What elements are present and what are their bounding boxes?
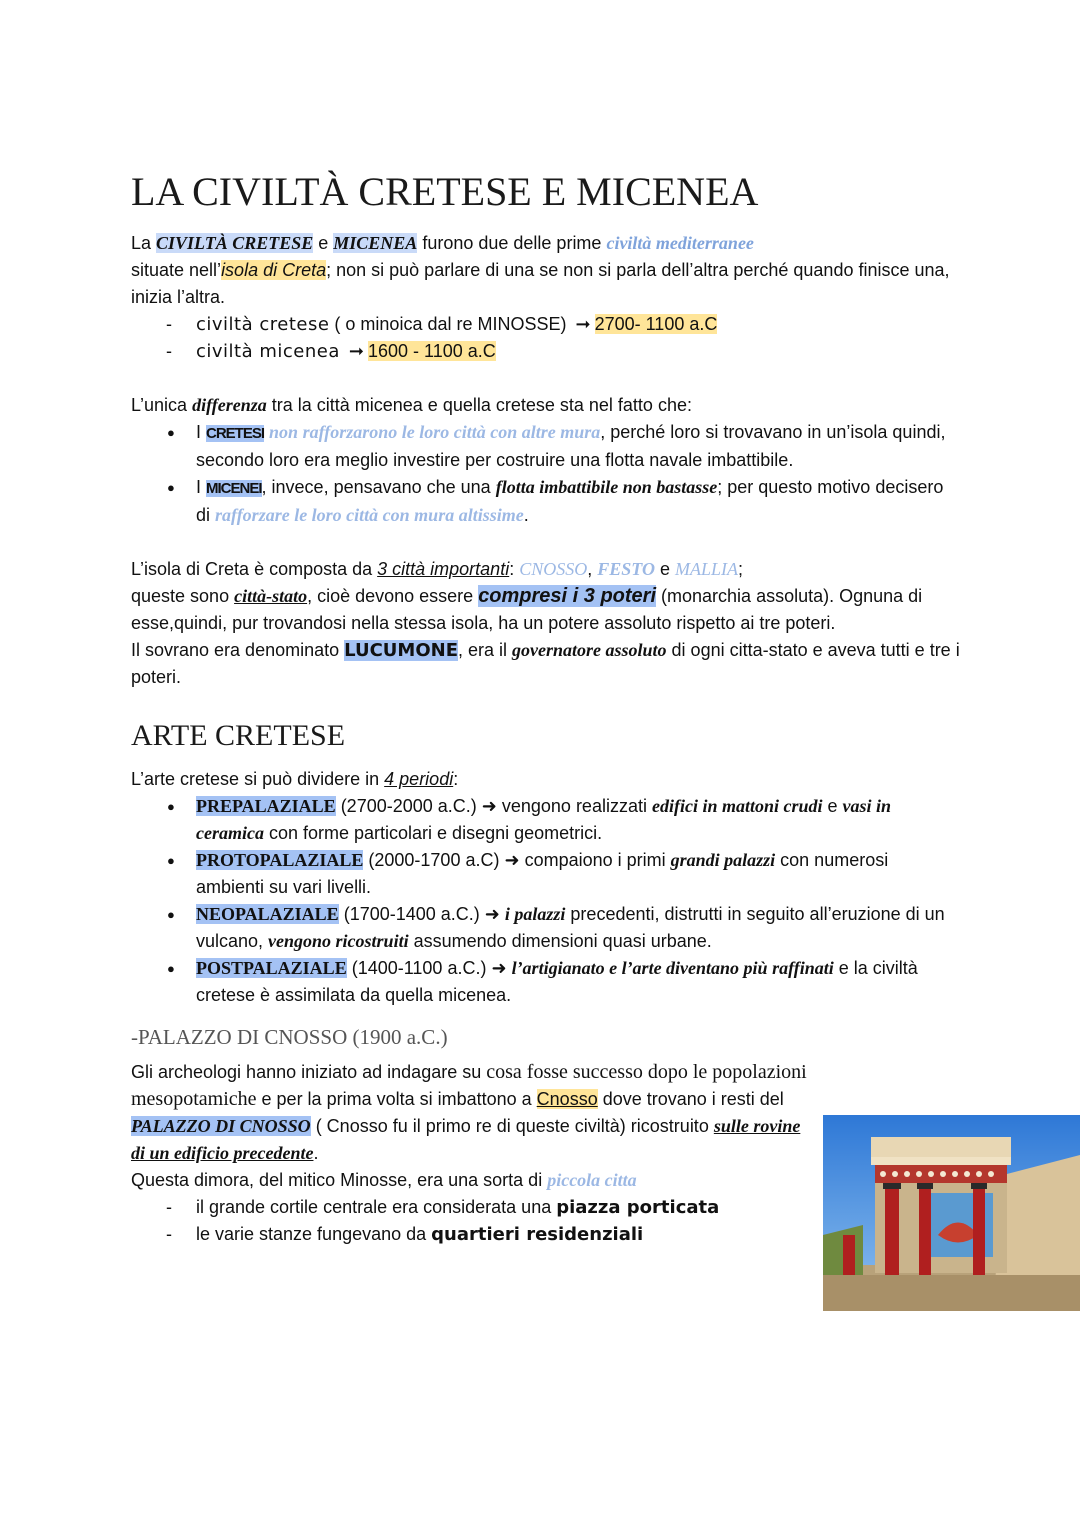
list-item: ● I CRETESI non rafforzarono le loro città con altre mura, perché loro si trovavano in un’isola quindi, secondo loro era meglio investire per costruire una flotta navale imbattibile. — [131, 419, 961, 474]
difference-paragraph: L’unica differenza tra la città micenea e quella cretese sta nel fatto che: — [131, 395, 692, 415]
arte-intro: L’arte cretese si può dividere in 4 periodi: — [131, 769, 459, 789]
section-title-palazzo: -PALAZZO DI CNOSSO (1900 a.C.) — [131, 1025, 448, 1049]
highlight-cnosso: Cnosso — [536, 1089, 598, 1109]
palazzo-cnosso-photo — [823, 1115, 1080, 1311]
arrow-icon: ➞ — [575, 314, 591, 334]
highlight-palazzo: PALAZZO DI CNOSSO — [131, 1116, 311, 1136]
cities-paragraph: L’isola di Creta è composta da 3 città importanti: CNOSSO, FESTO e MALLIA; queste sono città-stato, cioè devono essere compresi i 3 poteri (monarchia assoluta). Ognuna di esse,quindi, pur trovandosi nella stessa isola, ha un potere assoluto rispetto ai tre poteri. Il sovrano era denominato LUCUMONE, era il governatore assoluto di ogni citta-stato e aveva tutti e tre i poteri. — [131, 559, 960, 687]
date-badge: 2700- 1100 a.C — [594, 314, 718, 334]
arrow-icon: ➜ — [504, 850, 520, 870]
date-badge: 1600 - 1100 a.C — [368, 341, 496, 361]
list-item: - il grande cortile centrale era considerata una piazza porticata — [131, 1194, 961, 1221]
list-item: ● NEOPALAZIALE (1700-1400 a.C.) ➜ i palazzi precedenti, distrutti in seguito all’eruzione di un vulcano, vengono ricostruiti assumendo dimensioni quasi urbane. — [131, 901, 961, 955]
period-name: POSTPALAZIALE — [196, 958, 347, 978]
highlight-civilta-cretese: CIVILTÀ CRETESE — [156, 233, 314, 253]
arrow-icon: ➜ — [491, 958, 507, 978]
list-item: ● PREPALAZIALE (2700-2000 a.C.) ➜ vengono realizzati edifici in mattoni crudi e vasi in ceramica con forme particolari e disegni geometrici. — [131, 793, 961, 847]
period-name: PROTOPALAZIALE — [196, 850, 364, 870]
list-item: - civiltà micenea ➞ 1600 - 1100 a.C — [131, 338, 961, 365]
arrow-icon: ➜ — [484, 904, 500, 924]
list-item: ● POSTPALAZIALE (1400-1100 a.C.) ➜ l’artigianato e l’arte diventano più raffinati e la civiltà cretese è assimilata da quella micenea. — [131, 955, 961, 1009]
city-festo: FESTO — [597, 559, 655, 579]
city-cnosso: CNOSSO — [519, 559, 588, 579]
palazzo-section — [131, 1023, 816, 1194]
tag-micenei: MICENEI — [206, 480, 262, 497]
document-page — [131, 168, 961, 1248]
periods-list — [131, 793, 961, 1009]
period-name: NEOPALAZIALE — [196, 904, 339, 924]
highlight-isola-creta: isola di Creta — [221, 260, 327, 280]
dates-list — [131, 311, 961, 365]
section-title-arte: ARTE CRETESE — [131, 719, 346, 752]
page-title: LA CIVILTÀ CRETESE E MICENEA — [131, 169, 759, 214]
city-mallia: MALLIA — [674, 559, 738, 579]
list-item: - le varie stanze fungevano da quartieri residenziali — [131, 1221, 961, 1248]
highlight-micenea: MICENEA — [333, 233, 418, 253]
intro-paragraph: La CIVILTÀ CRETESE e MICENEA furono due delle prime civiltà mediterranee situate nell’isola di Creta; non si può parlare di una se non si parla dell’altra perché quando finisce una, inizia l’altra. — [131, 233, 950, 307]
civilta-mediterranee: civiltà mediterranee — [606, 233, 754, 253]
palazzo-paragraph: Gli archeologi hanno iniziato ad indagare su cosa fosse successo dopo le popolazioni mesopotamiche e per la prima volta si imbattono a Cnosso dove trovano i resti del PALAZZO DI CNOSSO ( Cnosso fu il primo re di queste civiltà) ricostruito sulle rovine di un edificio precedente. Questa dimora, del mitico Minosse, era una sorta di piccola citta — [131, 1061, 807, 1190]
list-item: - civiltà cretese ( o minoica dal re MINOSSE) ➞ 2700- 1100 a.C — [131, 311, 961, 338]
highlight-lucumone: LUCUMONE — [344, 640, 458, 661]
difference-list — [131, 419, 961, 529]
arrow-icon: ➜ — [481, 796, 497, 816]
list-item: ● PROTOPALAZIALE (2000-1700 a.C) ➜ compaiono i primi grandi palazzi con numerosi ambienti su vari livelli. — [131, 847, 961, 901]
highlight-poteri: compresi i 3 poteri — [478, 585, 657, 607]
tag-cretesi: CRETESI — [206, 425, 265, 442]
list-item: ● I MICENEI, invece, pensavano che una flotta imbattibile non bastasse; per questo motivo decisero di rafforzare le loro città con mura altissime. — [131, 474, 961, 529]
period-name: PREPALAZIALE — [196, 796, 336, 816]
arrow-icon: ➞ — [348, 341, 364, 361]
